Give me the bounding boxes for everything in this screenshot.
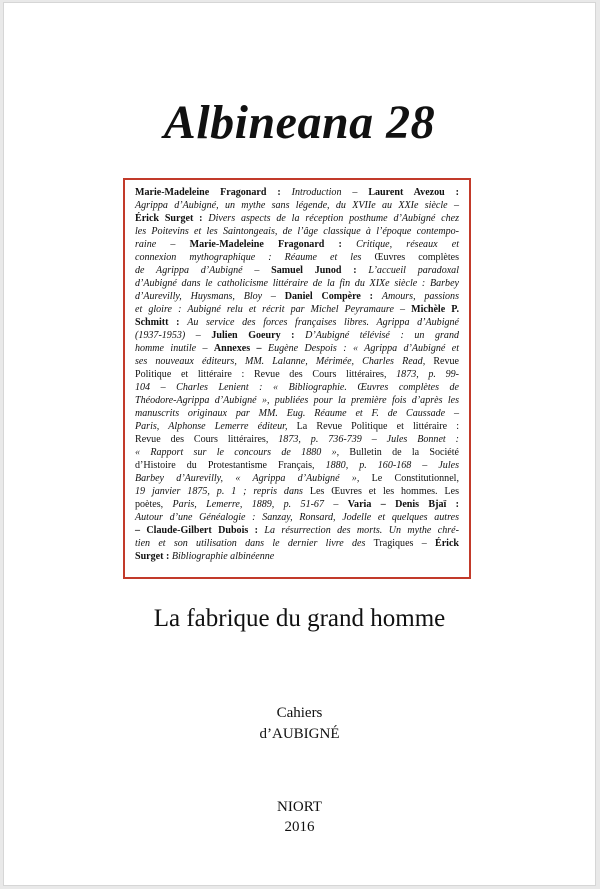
contents-line <box>135 238 459 251</box>
contents-text: – <box>156 239 190 250</box>
contents-text: – <box>393 304 412 315</box>
contents-text: Théodore-Agrippa d’Aubigné », publiées pour la première fois d’après les <box>135 395 459 406</box>
contents-text: – <box>242 265 272 276</box>
contents-text: 1873, p. 99- <box>396 369 459 380</box>
contents-text: Paris, Alphonse Lemerre éditeur, <box>135 421 297 432</box>
contents-text: les Poitevins et les Saintongeais, de l’âge classique à l’époque contempo- <box>135 226 459 237</box>
contents-text: Politique et littéraire : Revue des Cours littéraires, <box>135 369 397 380</box>
contents-line <box>135 446 459 459</box>
contents-text: Agrippa d’Aubigné, un mythe sans légende, du XVIIe au XXIe siècle – <box>135 200 459 211</box>
author-name: Marie-Madeleine Fragonard : <box>135 187 292 198</box>
author-name: Michèle P. <box>411 304 459 315</box>
author-name: Laurent Avezou : <box>368 187 459 198</box>
contents-text: d’Histoire du Protestantisme Français, <box>135 460 326 471</box>
author-name: Samuel Junod : <box>271 265 369 276</box>
contents-text: d’Aurevilly, Huysmans, Bloy <box>135 291 263 302</box>
contents-line <box>135 290 459 303</box>
author-name: Schmitt : <box>135 317 188 328</box>
contents-line <box>135 407 459 420</box>
table-of-contents <box>135 186 459 563</box>
contents-line <box>135 511 459 524</box>
contents-line <box>135 485 459 498</box>
author-name: Érick <box>435 538 459 549</box>
contents-text: connexion mythographique : Réaume et les <box>135 252 375 263</box>
author-name: Varia – Denis Bjaï : <box>347 499 459 510</box>
contents-text: Revue des Cours littéraires, <box>135 434 279 445</box>
contents-line <box>135 225 459 238</box>
contents-text: tien et son utilisation dans le dernier livre des <box>135 538 374 549</box>
contents-text: 1880, p. 160-168 – Jules <box>325 460 459 471</box>
contents-text: – <box>323 499 348 510</box>
contents-text: « Rapport sur le concours de 1880 », <box>135 447 350 458</box>
contents-text: homme inutile <box>135 343 197 354</box>
contents-line <box>135 264 459 277</box>
collection-line-1: Cahiers <box>276 705 323 721</box>
author-name: Surget : <box>135 551 172 562</box>
contents-text: d’Aubigné dans le catholicisme littéraire de la fin du XIXe siècle : Barbey <box>135 278 459 289</box>
contents-text: Autour d’une Généalogie : Sanzay, Ronsard, Jodelle et quelques autres <box>135 512 459 523</box>
contents-text: Œuvres complètes <box>374 252 459 263</box>
contents-text: – <box>341 187 369 198</box>
collection-line-2: d’AUBIGNÉ <box>259 726 340 742</box>
imprint-year: 2016 <box>284 819 315 835</box>
contents-text: et gloire : Aubigné relu et récrit par Michel Peyramaure <box>135 304 394 315</box>
author-name: Julien Goeury : <box>211 330 306 341</box>
contents-text: Bibliographie albinéenne <box>171 551 275 562</box>
contents-line <box>135 316 459 329</box>
author-name: Marie-Madeleine Fragonard : <box>189 239 357 250</box>
contents-text: manuscrits originaux par MM. Eug. Réaume et F. de Caussade – <box>135 408 459 419</box>
contents-text: – <box>262 291 285 302</box>
contents-text: Barbey d’Aurevilly, « Agrippa d’Aubigné », <box>135 473 372 484</box>
contents-line <box>135 381 459 394</box>
contents-line <box>135 420 459 433</box>
contents-line <box>135 433 459 446</box>
contents-line <box>135 277 459 290</box>
contents-line <box>135 524 459 537</box>
contents-text: raine <box>135 239 157 250</box>
contents-text: L’accueil paradoxal <box>368 265 459 276</box>
contents-line <box>135 342 459 355</box>
contents-text: Introduction <box>291 187 342 198</box>
author-name: Annexes – <box>213 343 268 354</box>
book-cover <box>4 3 595 885</box>
contents-text: de Agrippa d’Aubigné <box>135 265 243 276</box>
contents-line <box>135 550 459 563</box>
contents-line <box>135 368 459 381</box>
contents-text: Divers aspects de la réception posthume d’Aubigné chez <box>208 213 459 224</box>
contents-line <box>135 472 459 485</box>
contents-line <box>135 186 459 199</box>
author-name: Érick Surget : <box>135 213 209 224</box>
contents-text: ses nouveaux éditeurs, MM. Lalanne, Mérimée, Charles Read, <box>135 356 434 367</box>
contents-text: La résurrection des morts. Un mythe chré- <box>264 525 459 536</box>
contents-text: – <box>196 343 214 354</box>
contents-line <box>135 355 459 368</box>
contents-text: Paris, Lemerre, 1889, p. 51-67 <box>172 499 324 510</box>
imprint <box>4 797 595 837</box>
cover-subtitle: La fabrique du grand homme <box>153 605 446 632</box>
contents-text: 19 janvier 1875, p. 1 ; repris dans <box>135 486 310 497</box>
contents-text: Au service des forces françaises libres. Agrippa d’Aubigné <box>187 317 459 328</box>
author-name: – Claude-Gilbert Dubois : <box>135 525 265 536</box>
contents-text: Critique, réseaux et <box>356 239 459 250</box>
contents-text: Le Constitutionnel, <box>371 473 459 484</box>
contents-line <box>135 303 459 316</box>
contents-text: Eugène Despois : « Agrippa d’Aubigné et <box>267 343 459 354</box>
author-name: Daniel Compère : <box>284 291 382 302</box>
contents-line <box>135 199 459 212</box>
contents-text: D’Aubigné télévisé : un grand <box>305 330 459 341</box>
contents-line <box>135 537 459 550</box>
imprint-city: NIORT <box>277 799 322 815</box>
contents-text: Les Œuvres et les hommes. Les <box>309 486 459 497</box>
contents-line <box>135 212 459 225</box>
cover-title: Albineana 28 <box>163 96 436 149</box>
collection-name <box>4 703 595 745</box>
contents-line <box>135 394 459 407</box>
contents-text: (1937-1953) <box>135 330 186 341</box>
contents-text: Revue <box>433 356 459 367</box>
contents-text: 104 – Charles Lenient : « Bibliographie. Œuvres complètes de <box>135 382 459 393</box>
contents-line <box>135 329 459 342</box>
contents-text: 1873, p. 736-739 – Jules Bonnet : <box>278 434 459 445</box>
contents-text: La Revue Politique et littéraire : <box>296 421 459 432</box>
contents-text: Amours, passions <box>381 291 459 302</box>
contents-line <box>135 498 459 511</box>
contents-frame <box>123 178 471 579</box>
contents-line <box>135 251 459 264</box>
contents-text: Bulletin de la Société <box>349 447 459 458</box>
contents-text: Tragiques <box>373 538 414 549</box>
contents-text: poètes, <box>135 499 173 510</box>
contents-text: – <box>185 330 212 341</box>
contents-text: – <box>413 538 435 549</box>
contents-line <box>135 459 459 472</box>
